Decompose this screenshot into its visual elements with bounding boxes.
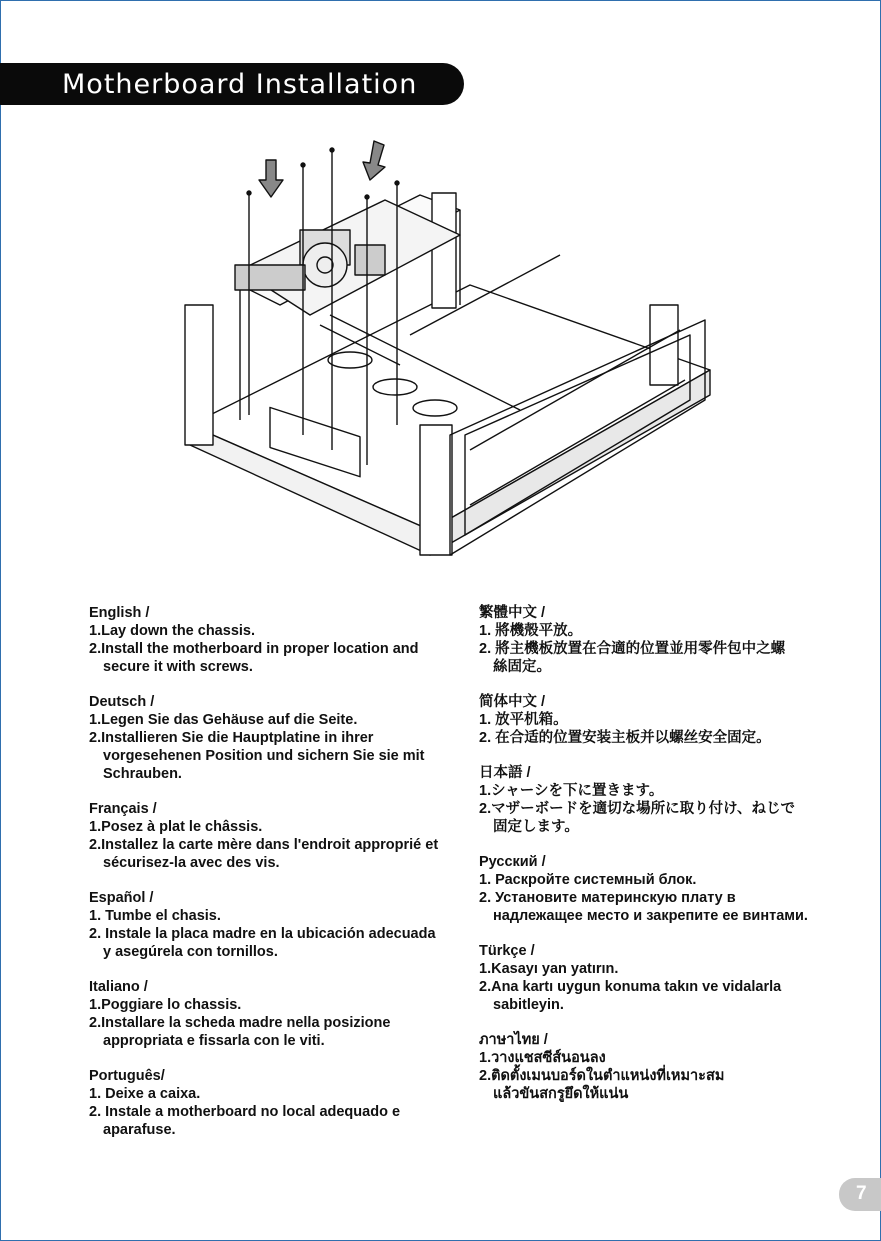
instruction-line: 2.Install the motherboard in proper location and [89, 641, 419, 657]
instruction-line: แล้วขันสกรูยึดให้แน่น [493, 1086, 629, 1102]
instruction-line: 2.Installieren Sie die Hauptplatine in ihrer [89, 730, 374, 746]
language-heading: 日本語 / [479, 765, 531, 781]
page-number: 7 [856, 1183, 867, 1204]
instruction-line: 1. Раскройте системный блок. [479, 872, 697, 888]
page-number-tab [839, 1178, 881, 1211]
language-section [89, 693, 459, 783]
language-section [479, 853, 839, 925]
language-section [479, 764, 839, 836]
instruction-line: Schrauben. [103, 766, 182, 782]
instruction-line: 1.Kasayı yan yatırın. [479, 961, 619, 977]
corner-post [420, 425, 452, 555]
language-heading: Italiano / [89, 979, 148, 995]
instruction-line: 2. Установите материнскую плату в [479, 890, 736, 906]
language-section [89, 978, 459, 1050]
instruction-line: 2. 在合适的位置安装主板并以螺丝安全固定。 [479, 730, 771, 746]
language-heading: Deutsch / [89, 694, 155, 710]
instruction-line: 2. Instale a motherboard no local adequado e [89, 1104, 401, 1120]
language-heading: Español / [89, 890, 154, 906]
instruction-line: secure it with screws. [103, 659, 253, 675]
instruction-line: надлежащее место и закрепите ее винтами. [493, 908, 808, 924]
instruction-line: 2.ติดตั้งเมนบอร์ดในตำแหน่งที่เหมาะสม [479, 1068, 725, 1084]
instructions-right-column [479, 604, 839, 1120]
corner-post [432, 193, 456, 308]
instruction-line: 1. Tumbe el chasis. [89, 908, 221, 924]
instructions-left-column [89, 604, 459, 1156]
instruction-line: y asegúrela con tornillos. [103, 944, 278, 960]
down-arrow-icon [363, 141, 385, 180]
language-section [89, 889, 459, 961]
instruction-line: 1. 放平机箱。 [479, 712, 568, 728]
instruction-line: aparafuse. [103, 1122, 176, 1138]
language-section [479, 693, 839, 747]
io-shield [235, 265, 305, 290]
instruction-line: 1.Lay down the chassis. [89, 623, 255, 639]
language-heading: ภาษาไทย / [479, 1032, 548, 1048]
language-heading: Português/ [89, 1068, 165, 1084]
instruction-line: 1.シャーシを下に置きます。 [479, 783, 664, 799]
instruction-line: 2. Instale la placa madre en la ubicación adecuada [89, 926, 436, 942]
language-heading: 简体中文 / [479, 694, 546, 710]
instruction-line: vorgesehenen Position und sichern Sie sie mit [103, 748, 425, 764]
instruction-line: 1. Deixe a caixa. [89, 1086, 201, 1102]
instruction-line: 2. 將主機板放置在合適的位置並用零件包中之螺 [479, 641, 786, 657]
instruction-line: 1.Posez à plat le châssis. [89, 819, 263, 835]
language-section [479, 604, 839, 676]
language-heading: English / [89, 605, 150, 621]
page-title: Motherboard Installation [62, 69, 418, 100]
language-section [89, 800, 459, 872]
corner-post [185, 305, 213, 445]
language-heading: 繁體中文 / [479, 605, 546, 621]
instruction-line: appropriata e fissarla con le viti. [103, 1033, 325, 1049]
language-heading: Français / [89, 801, 157, 817]
title-banner [0, 63, 464, 105]
motherboard-installation-illustration [170, 135, 730, 575]
instruction-line: sécurisez-la avec des vis. [103, 855, 280, 871]
language-section [89, 604, 459, 676]
instruction-line: 1.Poggiare lo chassis. [89, 997, 242, 1013]
down-arrow-icon [259, 160, 283, 197]
instruction-line: 固定します。 [493, 819, 579, 835]
language-heading: Türkçe / [479, 943, 535, 959]
ram-slots [355, 245, 385, 275]
instruction-line: 1.Legen Sie das Gehäuse auf die Seite. [89, 712, 358, 728]
language-heading: Русский / [479, 854, 546, 870]
instruction-line: 2.Installez la carte mère dans l'endroit approprié et [89, 837, 439, 853]
instruction-line: 2.Installare la scheda madre nella posizione [89, 1015, 391, 1031]
instruction-line: 2.マザーボードを適切な場所に取り付け、ねじで [479, 801, 796, 817]
language-section [89, 1067, 459, 1139]
instruction-line: 1.วางแชสซีส์นอนลง [479, 1050, 606, 1066]
instruction-line: 絲固定。 [493, 659, 551, 675]
language-section [479, 1031, 839, 1103]
instruction-line: 1. 將機殼平放。 [479, 623, 583, 639]
instruction-line: 2.Ana kartı uygun konuma takın ve vidalarla [479, 979, 782, 995]
language-section [479, 942, 839, 1014]
instruction-line: sabitleyin. [493, 997, 564, 1013]
